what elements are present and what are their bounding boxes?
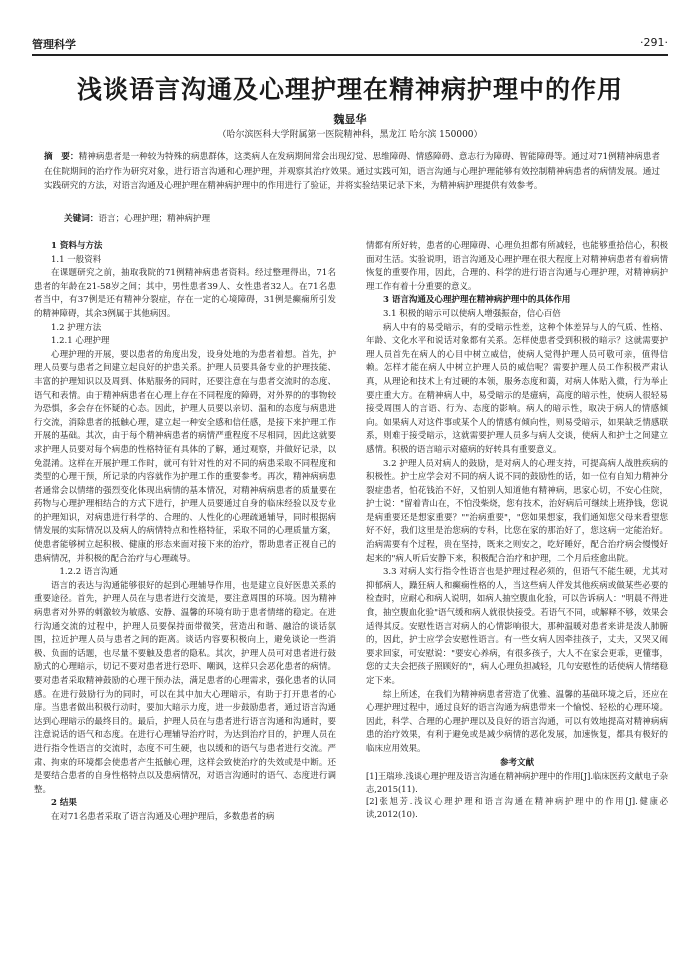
keywords-label: 关键词：	[64, 214, 99, 224]
subsection-heading: 1.2.2 语言沟通	[59, 567, 118, 578]
subsection-heading: 1.1 一般资料	[51, 254, 102, 265]
left-column	[34, 240, 336, 825]
section-heading: 1 资料与方法	[51, 241, 103, 251]
paragraph: 3.3 对病人实行指令性语言也是护理过程必须的，但语气不能生硬，尤其对抑郁病人，躁狂病人和癫痫性格的人，当这些病人伴发其他疾病或做某些必要的检查时，应耐心和病人说明，如病人抽空腹血化验，可以告诉病人："明晨不得进食，抽空腹血化验"语气缓和病人就很快接受。若语气不同，或解释不够，效果会适得其反。安慰性语言对病人的心情影响很大，那种温暖对患者来讲是泼人肺腑的，因此，护士应学会安慰性语言。有一些女病人因牵挂孩子，丈夫，又哭又闹要求回家，可安慰说："要安心养病，有很多孩子，大人不在家会更乖，更懂事，您的丈夫会把孩子照顾好的"，病人心理负担减轻，几句安慰性的话使病人情绪稳定下来。	[366, 567, 668, 686]
page-number: ·291·	[640, 36, 668, 49]
paragraph: 在对71名患者采取了语言沟通及心理护理后，多数患者的病	[51, 811, 275, 822]
subsection-heading: 1.2 护理方法	[51, 322, 102, 333]
subsection-heading: 1.2.1 心理护理	[51, 336, 110, 347]
author-name: 魏显华	[333, 113, 367, 126]
running-header	[32, 34, 668, 56]
abstract	[44, 150, 660, 194]
paragraph: 心理护理的开展，要以患者的角度出发，设身处地的为患者着想。首先，护理人员要与患者之间建立起良好的护患关系。护理人员要具备专业的护理技能、丰富的护理知识以及周到、体贴服务的同时，还要注意在与患者交流时的态度、语气和表情。由于精神病患者在心理上存在不同程度的障碍，对外界的的事物较为恐惧，多会存在怀疑的心态。因此，护理人员要以亲切、温和的态度与病患进行交流，消除患者的抵触心理，建立起一种安全感和信任感，是接下来护理工作开展的基础。其次，由于每个精神病患者的病情严重程度不尽相同，因此这就要求护理人员要对每个病患的性格特征有具体的了解，通过观察，并做好记录，以免混淆。这样在开展护理工作时，就可有针对性的对不同的病患采取不同程度和类型的心理干预，所记录的内容就作为护理工作的重要参考。再次，精神病病患者通常会以情绪的强烈变化体现出病情的基本情况，对精神病病患者的质量要在药物与心理护理相结合的方式下进行，护理人员要通过自身的临床经验以及专业的护理知识，对病患进行科学的、合理的、人性化的心理疏通辅导，同时根据病情发展的实际情况以及病人的病情特点和性格特征，采取不同的心理质量方案，使患者能够树立起积极、健康的形态来面对接下来的治疗，帮助患者正视自己的患病情况，并积极的配合治疗与心理疏导。	[34, 349, 336, 564]
affiliation: （哈尔滨医科大学附属第一医院精神科，黑龙江 哈尔滨 150000）	[217, 130, 483, 140]
section-heading: 3 语言沟通及心理护理在精神病护理中的具体作用	[383, 295, 571, 306]
paragraph: 3.2 护理人员对病人的鼓励，是对病人的心理支持，可提高病人战胜疾病的积极性。护士应学会对不同的病人说不同的鼓励性的话，如一位有自知力精神分裂症患者，怕花钱治不好，又怕别人知道他有精神病，思家心切，不安心住院，护士说："留着青山在，不怕没柴烧，您有技术，治好病后可继续上班挣钱，您说是病重要还是想家重要？""治病重要"，"您如果想家，我们通知您父母来看望您好不好，我们这里是治您病的专科，比您在家的那治好了，您这病一定能治好。治病需要有个过程，贵在坚持，既来之则安之，吃好睡好，配合治疗病会慢慢好起来的"病人听后安静下来，积极配合治疗和护理，二个月后痊愈出院。	[366, 458, 668, 564]
reference-item: [1]王瑞珍.浅谈心理护理及语言沟通在精神病护理中的作用[J].临床医药文献电子杂志,2015(11).	[366, 771, 668, 794]
paragraph: 综上所述，在我们为精神病患者营造了优雅、温馨的基础环境之后，还应在心理护理过程中，通过良好的语言沟通为病患带来一个愉悦、轻松的心理环境。因此，科学、合理的心理护理以及良好的语言沟通，可以有效地提高对精神病病患的治疗效果，有利于避免或是减少病情的恶化发展，加速恢复，都具有极好的临床应用效果。	[366, 689, 668, 754]
abstract-text: 精神病患者是一种较为特殊的病患群体，这类病人在发病期间常会出现幻觉、思维障碍、情感障碍、意志行为障碍、智能障碍等。通过对71例精神病患者在住院期间的治疗作为研究对象，进行语言沟通和心理护理，并观察其治疗效果。通过实践可知，语言沟通与心理护理能够有效控制精神病患者的病情发展。通过实践研究的方法，对语言沟通及心理护理在精神病护理中的作用进行了验证，并将实验结果记录下来，为精神病护理提供有效参考。	[44, 152, 660, 192]
right-column	[366, 240, 668, 820]
journal-name: 管理科学	[32, 38, 76, 51]
section-heading: 2 结果	[51, 798, 77, 809]
article-title: 浅谈语言沟通及心理护理在精神病护理中的作用	[76, 75, 623, 104]
keywords-text: 语言；心理护理；精神病护理	[98, 214, 211, 224]
keywords	[64, 212, 210, 224]
paragraph: 病人中有的易受暗示，有的受暗示性差，这种个体差异与人的气质、性格、年龄、文化水平和说话对象都有关系。怎样使患者受到积极的暗示？这就需要护理人员首先在病人的心目中树立威信，使病人觉得护理人员可敬可亲，值得信赖。怎样才能在病人中树立护理人员的威信呢？需要护理人员工作积极严肃认真，从理论和技术上有过硬的本领，服务态度和蔼，对病人体贴入微，行为举止要庄重大方。在精神病人中，易受暗示的是癔病，高度的暗示性，使病人很轻易接受周围人的言语、行为、态度的影响。病人的暗示性，取决于病人的情感倾向。如果病人对这件事或某个人的情感有倾向性，则易受暗示，如果缺乏情感联系，则难于接受暗示，这就需要护理人员多与病人交谈，使病人和护士之间建立感情。积极的语言暗示对癔病的好转具有重要意义。	[366, 322, 668, 455]
references-heading: 参考文献	[499, 757, 534, 768]
subsection-heading: 3.1 积极的暗示可以使病人增强振奋，信心百倍	[383, 308, 561, 319]
paragraph: 语言的表达与沟通能够很好的起到心理辅导作用，也是建立良好医患关系的重要途径。首先，护理人员在与患者进行交流是，要注意周围的环境。因为精神病患者对外界的刺激较为敏感、安静、温馨的环境有助于患者情绪的稳定。在进行沟通交流的过程中，护理人员要保持面带微笑，营造出和谐、融洽的谈话氛围，拉近护理人员与患者之间的距离。谈话内容要积极向上，避免谈论一些消极、负面的话题，也尽量不要触及患者的隐私。其次，护理人员可对患者进行鼓励式的心理暗示，切记不要对患者进行恐吓、嘲讽，这样只会恶化患者的病情。要对患者采取精神鼓励的心理干预办法，满足患者的心理需求，强化患者的认同感。在进行鼓励行为的同时，可以在其中加大心理暗示，有助于打开患者的心扉。当患者做出积极行动时，要加大暗示力度，进一步鼓励患者，通过语言沟通达到心理暗示的最终目的。最后，护理人员在与患者进行语言沟通和沟通时，要注意说话的语气和态度。在进行心理辅导治疗时，为达到治疗目的，护理人员在进行指令性语言的交流时，态度不可生硬，也以缓和的语气与患者进行交流。严肃、拘束的环境都会使患者产生抵触心理，这样会致使治疗的失效或是中断。还是要结合患者的自身性格特点以及患病情况，对语言沟通时的语气、态度进行调整。	[34, 580, 336, 795]
paragraph-continued: 情都有所好转，患者的心理障碍、心理负担都有所减轻，也能够重拾信心，积极面对生活。实验说明，语言沟通及心理护理在很大程度上对精神病患者有着病情恢复的重要作用，因此，合理的、科学的进行语言沟通与心理护理，对精神病护理工作有着十分重要的意义。	[366, 241, 668, 292]
reference-item: [2]张旭芳.浅议心理护理和语言沟通在精神病护理中的作用[J].健康必读,2012(10).	[366, 796, 668, 819]
abstract-label: 摘 要：	[44, 152, 79, 162]
paragraph: 在课题研究之前，抽取我院的71例精神病患者资料。经过整理得出，71名患者的年龄在21-58岁之间；其中，男性患者39人、女性患者32人。在71名患者当中，有37例是还有精神分裂症，存在一定的心境障碍，31例是癫痫所引发的精神障碍，其余3例属于其他病因。	[34, 268, 336, 319]
